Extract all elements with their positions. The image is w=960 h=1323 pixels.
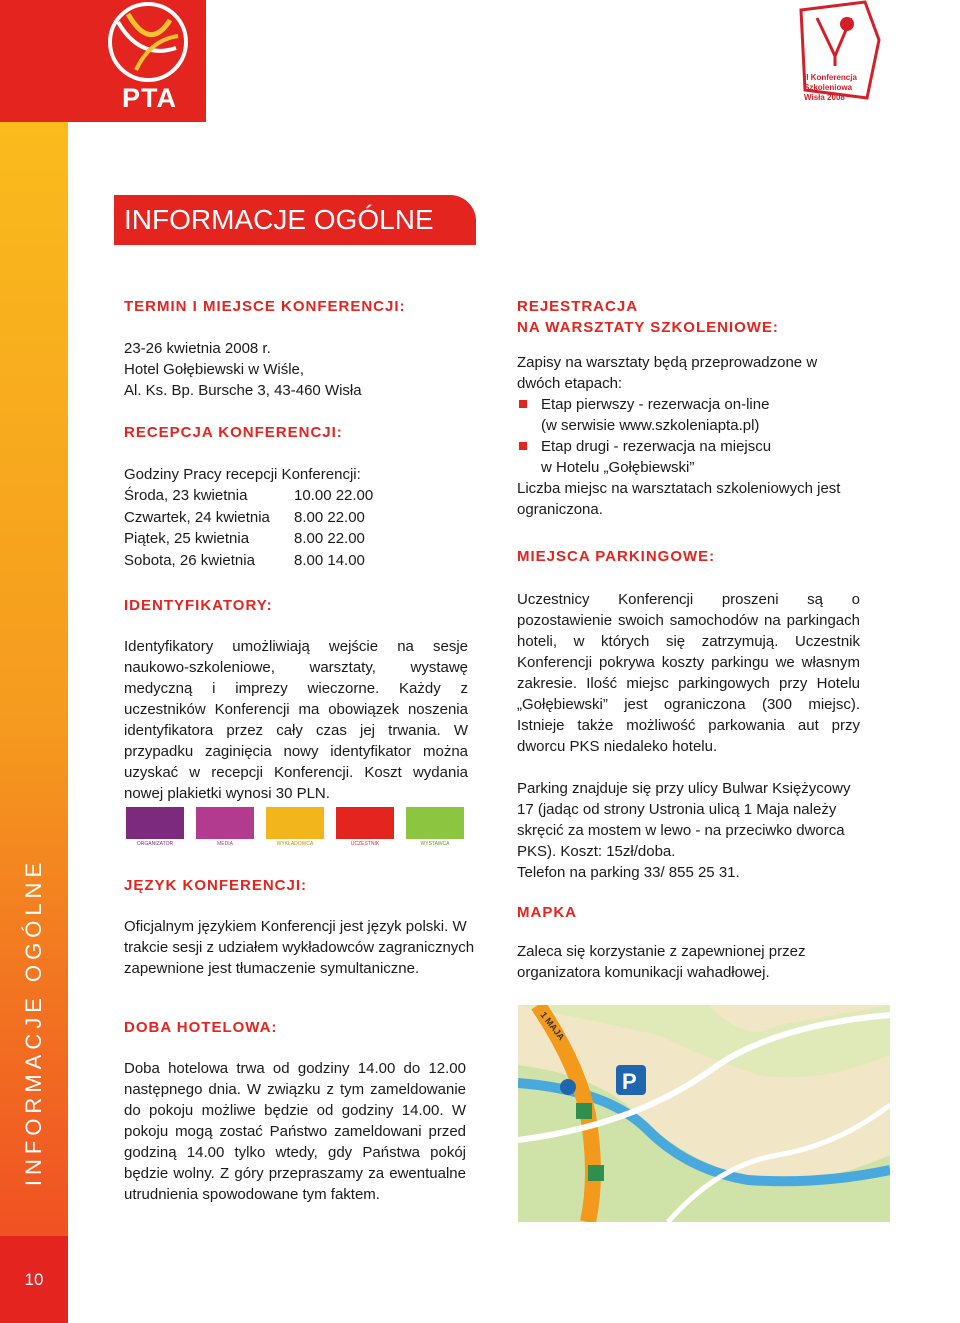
list-item — [517, 436, 862, 478]
section-title-bar — [114, 195, 476, 245]
mapa-section — [517, 902, 857, 983]
rejestracja-heading: REJESTRACJA — [517, 298, 639, 315]
bullet-line: Etap drugi - rezerwacja na miejscu — [541, 438, 772, 455]
jezyk-text: Oficjalnym językiem Konferencji jest język polski. W trakcie sesji z udziałem wykładowców zagranicznych zapewnione jest tłumaczenie symultaniczne. — [124, 918, 475, 977]
info-marker-icon — [588, 1165, 604, 1181]
map-street-label: 1 MAJA — [538, 1009, 567, 1043]
hours-row — [124, 507, 424, 529]
svg-text:P: P — [622, 1069, 637, 1094]
hours-time: 8.00 22.00 — [294, 508, 365, 526]
bullet-line: Etap pierwszy - rezerwacja on-line — [541, 396, 770, 413]
page-number: 10 — [0, 1236, 68, 1323]
rejestracja-section — [517, 296, 862, 520]
termin-line: Al. Ks. Bp. Bursche 3, 43-460 Wisła — [124, 382, 362, 399]
termin-heading: TERMIN I MIEJSCE KONFERENCJI: — [124, 298, 406, 315]
list-item — [517, 394, 862, 436]
side-section-label: INFORMACJE OGÓLNE — [21, 857, 46, 1187]
reception-hours — [124, 485, 424, 571]
location-map — [518, 1005, 890, 1222]
hours-time: 10.00 22.00 — [294, 487, 374, 504]
hours-day: Piątek, 25 kwietnia — [124, 530, 250, 547]
mapa-text: Zaleca się korzystanie z zapewnionej przez organizatora komunikacji wahadłowej. — [517, 943, 806, 981]
parking-phone: Telefon na parking 33/ 855 25 31. — [517, 864, 740, 881]
termin-line: Hotel Gołębiewski w Wiśle, — [124, 361, 305, 378]
rejestracja-heading: NA WARSZTATY SZKOLENIOWE: — [517, 319, 779, 336]
conference-logo-line: Szkoleniowa — [804, 83, 853, 92]
bus-station-icon — [560, 1079, 576, 1095]
parking-location: Parking znajduje się przy ulicy Bulwar Księżycowy 17 (jadąc od strony Ustronia ulicą 1 Maja należy skręcić za mostem w lewo - na przeciwko dworca PKS). Koszt: 15zł/doba. — [517, 780, 851, 860]
rejestracja-outro: Liczba miejsc na warsztatach szkoleniowych jest ograniczona. — [517, 480, 841, 518]
identyfikatory-text: Identyfikatory umożliwiają wejście na sesje naukowo-szkoleniowe, warsztaty, wystawę medyczną i imprezy wieczorne. Każdy z uczestników Konferencji ma obowiązek noszenia identyfikatora przez cały czas jej trwania. W przypadku zaginięcia nowy identyfikator można uzyskać w recepcji Konferencji. Koszt wydania nowej plakietki wynosi 30 PLN. — [124, 638, 468, 802]
rejestracja-intro: Zapisy na warsztaty będą przeprowadzone w dwóch etapach: — [517, 354, 818, 392]
hours-day: Sobota, 26 kwietnia — [124, 551, 255, 569]
hours-row — [124, 485, 424, 507]
hours-row — [124, 528, 424, 550]
doba-section — [124, 1017, 466, 1205]
jezyk-section — [124, 875, 479, 979]
hours-row — [124, 550, 424, 572]
badge-label: WYSTAWCA — [406, 839, 464, 849]
recepcja-heading: RECEPCJA KONFERENCJI: — [124, 424, 343, 441]
recepcja-intro: Godziny Pracy recepcji Konferencji: — [124, 466, 361, 483]
hours-time: 8.00 22.00 — [294, 530, 365, 547]
badge-uczestnik — [336, 807, 394, 849]
identyfikatory-section — [124, 595, 468, 804]
doba-heading: DOBA HOTELOWA: — [124, 1019, 278, 1036]
parking-text: Uczestnicy Konferencji proszeni są o pozostawienie swoich samochodów na parkingach hoteli, w których się zatrzymują. Uczestnik Konferencji pokrywa koszty parkingu we własnym zakresie. Ilość miejsc parkingowych przy Hotelu „Gołębiewski” jest ograniczona (300 miejsc). Istnieje także możliwość parkowania aut przy dworcu PKS niedaleko hotelu. — [517, 591, 860, 755]
bullet-line: (w serwisie www.szkoleniapta.pl) — [541, 417, 760, 434]
hours-day: Środa, 23 kwietnia — [124, 487, 248, 504]
badge-label: UCZESTNIK — [336, 839, 394, 849]
badge-organizator — [126, 807, 184, 849]
badge-label: MEDIA — [196, 839, 254, 849]
badge-label: ORGANIZATOR — [126, 839, 184, 849]
map-graphic — [518, 1005, 890, 1222]
termin-section — [124, 296, 484, 401]
conference-logo-text — [804, 73, 857, 103]
bullet-line: w Hotelu „Gołębiewski” — [541, 459, 695, 476]
hours-day: Czwartek, 24 kwietnia — [124, 508, 270, 526]
termin-line: 23-26 kwietnia 2008 r. — [124, 340, 271, 357]
hours-time: 8.00 14.00 — [294, 551, 365, 569]
badge-wystawca — [406, 807, 464, 849]
info-marker-icon — [576, 1103, 592, 1119]
badge-media — [196, 807, 254, 849]
mapa-heading: MAPKA — [517, 904, 577, 921]
parking-heading: MIEJSCA PARKINGOWE: — [517, 548, 716, 565]
doba-text: Doba hotelowa trwa od godziny 14.00 do 12.00 następnego dnia. W związku z tym zameldowanie do pokoju możliwe będzie od godziny 14.00. W pokoju mogą zostać Państwo zameldowani przed godziną 14.00 tylko wtedy, gdy Państwa pokój będzie wolny. Z góry przepraszamy za ewentualne utrudnienia spowodowane tym faktem. — [124, 1060, 466, 1203]
jezyk-heading: JĘZYK KONFERENCJI: — [124, 877, 308, 894]
conference-logo-line: Wisła 2008 — [804, 93, 845, 102]
recepcja-section — [124, 422, 484, 485]
badge-wykladowca — [266, 807, 324, 849]
brand-name: PTA — [122, 83, 177, 113]
conference-logo-line: II Konferencja — [804, 73, 857, 82]
page-title: INFORMACJE OGÓLNE — [124, 204, 434, 235]
parking-section — [517, 546, 860, 883]
badge-label: WYKŁADOWCA — [266, 839, 324, 849]
identyfikatory-heading: IDENTYFIKATORY: — [124, 597, 273, 614]
